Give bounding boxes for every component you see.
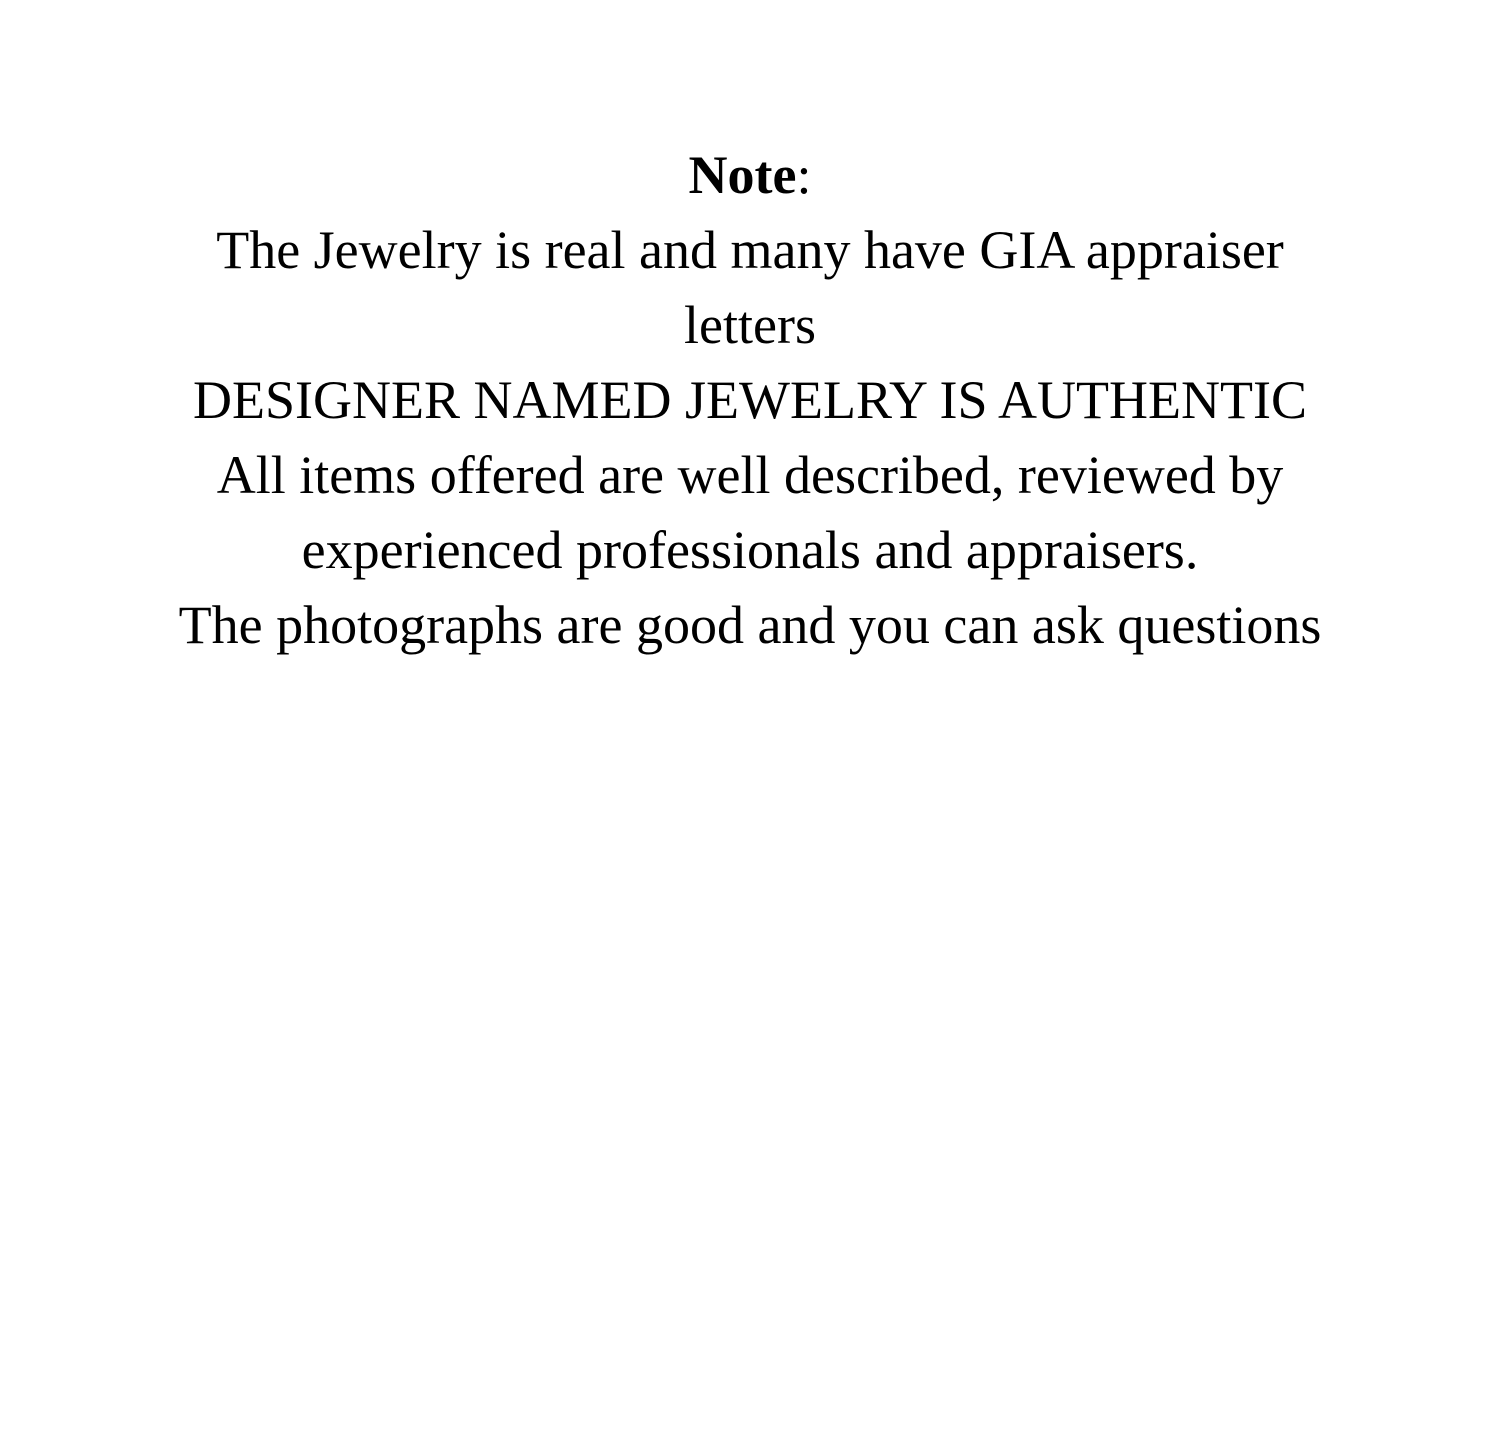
note-block [170,0,1330,663]
note-paragraph-photographs: The photographs are good and you can ask questions [178,595,1322,655]
note-heading-colon: : [796,145,812,205]
note-heading [170,138,1330,213]
note-heading-word: Note [688,145,797,205]
note-paragraph-items-described: All items offered are well described, reviewed by experienced professionals and appraisers. [216,445,1284,580]
note-paragraph-designer-authentic: DESIGNER NAMED JEWELRY IS AUTHENTIC [193,370,1307,430]
note-paragraph-jewelry-real: The Jewelry is real and many have GIA appraiser letters [216,220,1284,355]
